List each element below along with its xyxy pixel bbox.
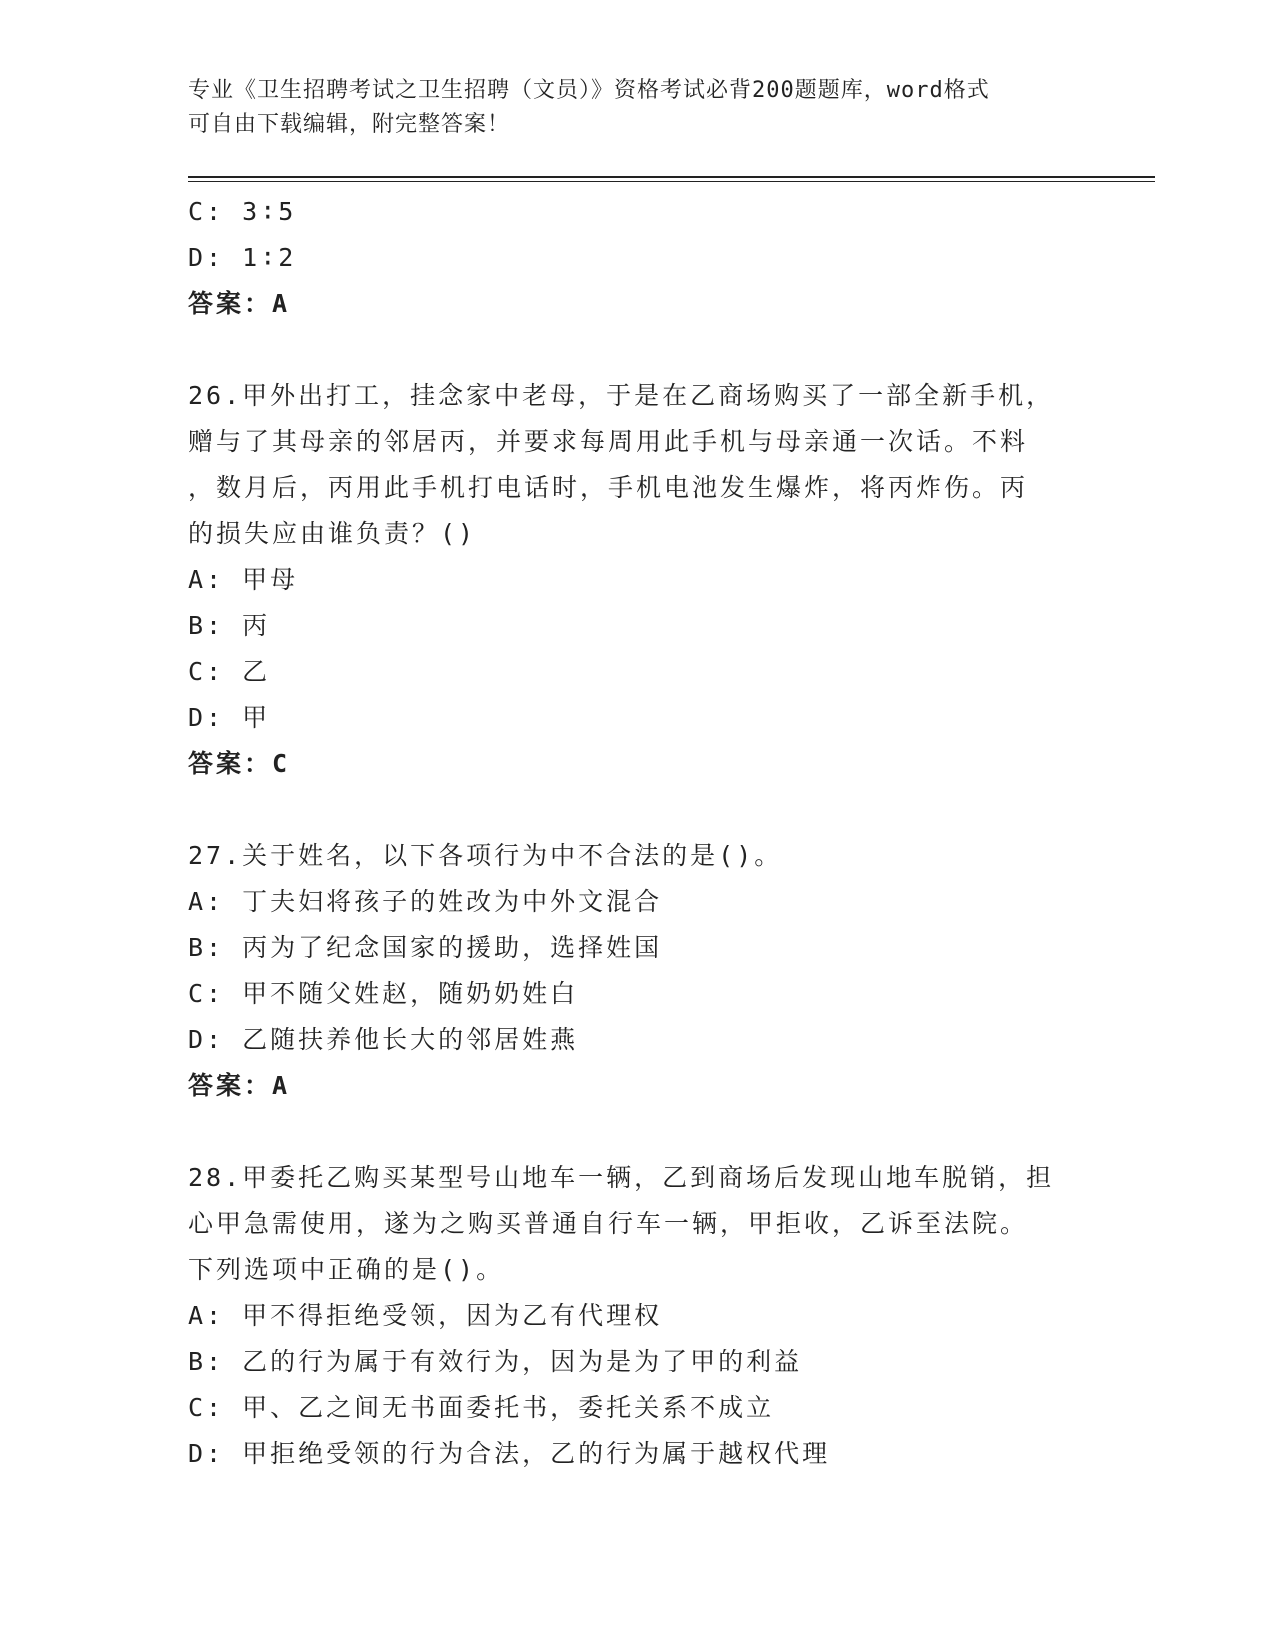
question-text-line: 下列选项中正确的是()。 [188, 1255, 505, 1284]
page-header [188, 74, 1088, 142]
option-b: B: 丙 [188, 611, 271, 640]
question-text-line: 的损失应由谁负责？() [188, 519, 477, 548]
option-d: D: 1∶2 [188, 243, 297, 272]
option-d: D: 甲 [188, 703, 271, 732]
option-c: C: 甲、乙之间无书面委托书，委托关系不成立 [188, 1393, 775, 1422]
option-c: C: 甲不随父姓赵，随奶奶姓白 [188, 979, 579, 1008]
header-title-line-2: 可自由下载编辑，附完整答案！ [188, 112, 511, 137]
answer: 答案：A [188, 1071, 291, 1100]
header-title-line-1: 专业《卫生招聘考试之卫生招聘（文员）》资格考试必背200题题库，word格式 [188, 78, 990, 103]
option-c: C: 乙 [188, 657, 271, 686]
answer: 答案：C [188, 749, 291, 778]
question-content [188, 189, 1088, 1477]
option-a: A: 丁夫妇将孩子的姓改为中外文混合 [188, 887, 663, 916]
option-c: C: 3∶5 [188, 197, 297, 226]
answer: 答案：A [188, 289, 291, 318]
question-26 [188, 373, 1088, 787]
question-text-line: 26.甲外出打工，挂念家中老母，于是在乙商场购买了一部全新手机， [188, 381, 1055, 410]
option-a: A: 甲母 [188, 565, 299, 594]
question-28 [188, 1155, 1088, 1477]
question-text-line: 赠与了其母亲的邻居丙，并要求每周用此手机与母亲通一次话。不料 [188, 427, 1029, 456]
question-text-line: 28.甲委托乙购买某型号山地车一辆，乙到商场后发现山地车脱销，担 [188, 1163, 1055, 1192]
question-25-tail [188, 189, 1088, 327]
question-text-line: ，数月后，丙用此手机打电话时，手机电池发生爆炸，将丙炸伤。丙 [188, 473, 1029, 502]
header-divider [188, 176, 1155, 178]
question-text-line: 心甲急需使用，遂为之购买普通自行车一辆，甲拒收，乙诉至法院。 [188, 1209, 1029, 1238]
option-b: B: 丙为了纪念国家的援助，选择姓国 [188, 933, 663, 962]
option-a: A: 甲不得拒绝受领，因为乙有代理权 [188, 1301, 663, 1330]
option-b: B: 乙的行为属于有效行为，因为是为了甲的利益 [188, 1347, 803, 1376]
question-27 [188, 833, 1088, 1109]
header-divider-thin [188, 181, 1155, 182]
option-d: D: 乙随扶养他长大的邻居姓燕 [188, 1025, 579, 1054]
question-text-line: 27.关于姓名，以下各项行为中不合法的是()。 [188, 841, 783, 870]
option-d: D: 甲拒绝受领的行为合法，乙的行为属于越权代理 [188, 1439, 831, 1468]
